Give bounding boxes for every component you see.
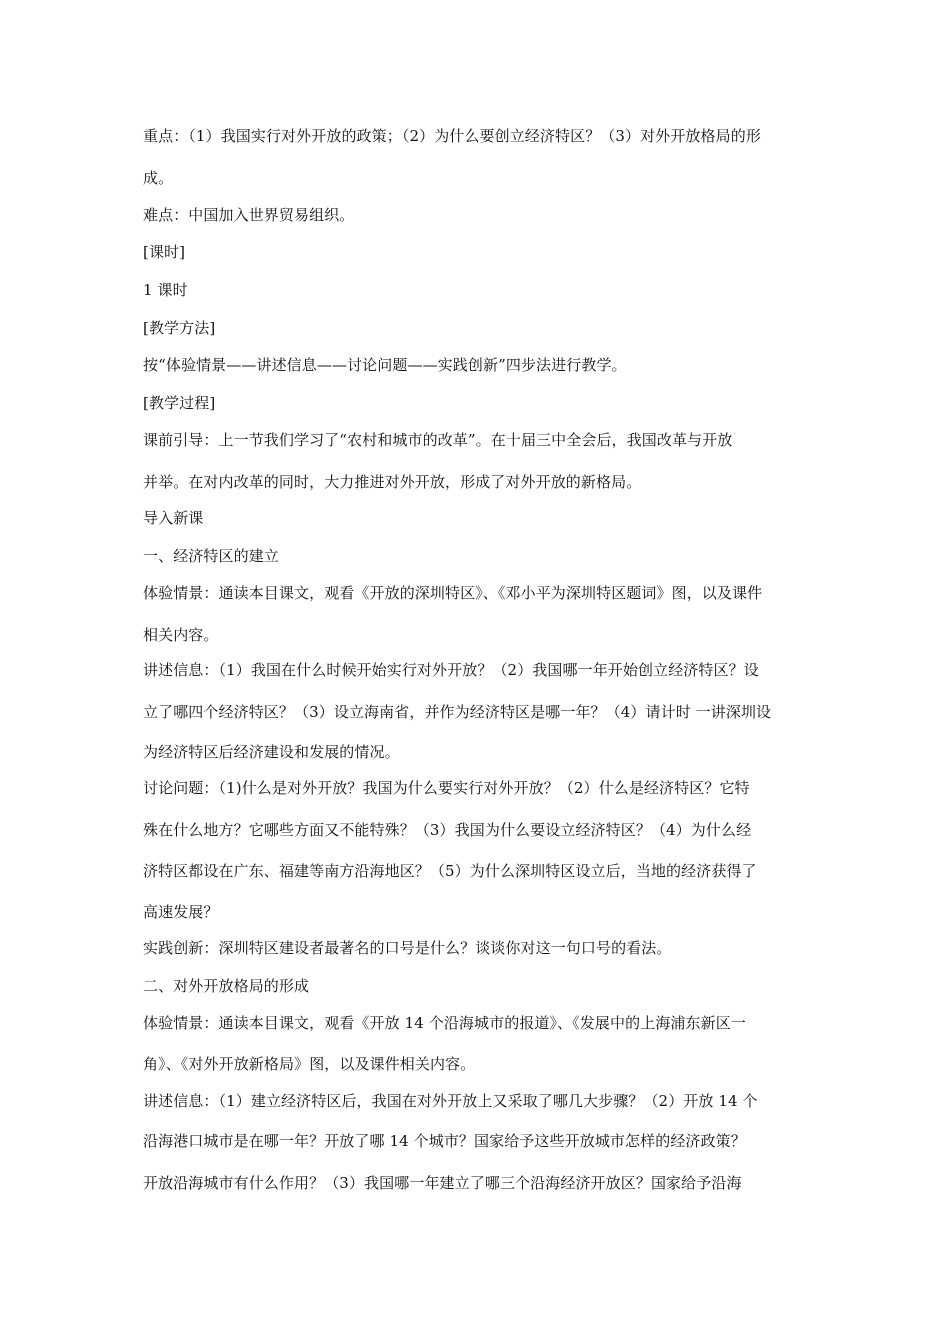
- text-line: [教学过程]: [143, 394, 216, 412]
- text-line: [教学方法]: [143, 319, 216, 337]
- text-line: 重点：（1）我国实行对外开放的政策；（2）为什么要创立经济特区？（3）对外开放格局的形: [143, 127, 761, 145]
- text-line: 按“体验情景——讲述信息——讨论问题——实践创新”四步法进行教学。: [143, 356, 627, 374]
- text-line: 成。: [143, 169, 174, 187]
- text-line: 立了哪四个经济特区？（3）设立海南省，并作为经济特区是哪一年？（4）请计时 一讲深圳设: [143, 703, 772, 721]
- text-line: 难点：中国加入世界贸易组织。: [143, 206, 355, 224]
- text-line: 实践创新：深圳特区建设者最著名的口号是什么？谈谈你对这一句口号的看法。: [143, 939, 672, 957]
- text-line: 二、对外开放格局的形成: [143, 977, 310, 995]
- text-line: 讨论问题：（1)什么是对外开放？我国为什么要实行对外开放？（2）什么是经济特区？它特: [143, 779, 750, 797]
- text-line: 高速发展？: [143, 903, 219, 921]
- text-line: 讲述信息：（1）我国在什么时候开始实行对外开放？（2）我国哪一年开始创立经济特区？设: [143, 661, 759, 679]
- text-line: 体验情景：通读本目课文，观看《开放的深圳特区》、《邓小平为深圳特区题词》图，以及课件: [143, 584, 763, 602]
- text-line: 讲述信息：（1）建立经济特区后，我国在对外开放上又采取了哪几大步骤？（2）开放 14 个: [143, 1092, 758, 1110]
- text-line: 导入新课: [143, 509, 204, 527]
- text-line: 殊在什么地方？它哪些方面又不能特殊？（3）我国为什么要设立经济特区？（4）为什么经: [143, 821, 752, 839]
- text-line: [课时]: [143, 243, 186, 261]
- text-line: 沿海港口城市是在哪一年？开放了哪 14 个城市？国家给予这些开放城市怎样的经济政策？: [143, 1132, 746, 1150]
- text-line: 并举。在对内改革的同时，大力推进对外开放，形成了对外开放的新格局。: [143, 473, 642, 491]
- text-line: 体验情景：通读本目课文，观看《开放 14 个沿海城市的报道》、《发展中的上海浦东新区一: [143, 1014, 746, 1032]
- text-line: 济特区都设在广东、福建等南方沿海地区？（5）为什么深圳特区设立后，当地的经济获得了: [143, 862, 757, 880]
- text-line: 开放沿海城市有什么作用？（3）我国哪一年建立了哪三个沿海经济开放区？国家给予沿海: [143, 1174, 742, 1192]
- text-line: 为经济特区后经济建设和发展的情况。: [143, 743, 400, 761]
- text-line: 课前引导：上一节我们学习了“农村和城市的改革”。在十届三中全会后，我国改革与开放: [143, 431, 733, 449]
- text-line: 1 课时: [143, 281, 188, 299]
- text-line: 一、经济特区的建立: [143, 547, 279, 565]
- text-line: 角》、《对外开放新格局》图，以及课件相关内容。: [143, 1055, 476, 1073]
- text-line: 相关内容。: [143, 626, 219, 644]
